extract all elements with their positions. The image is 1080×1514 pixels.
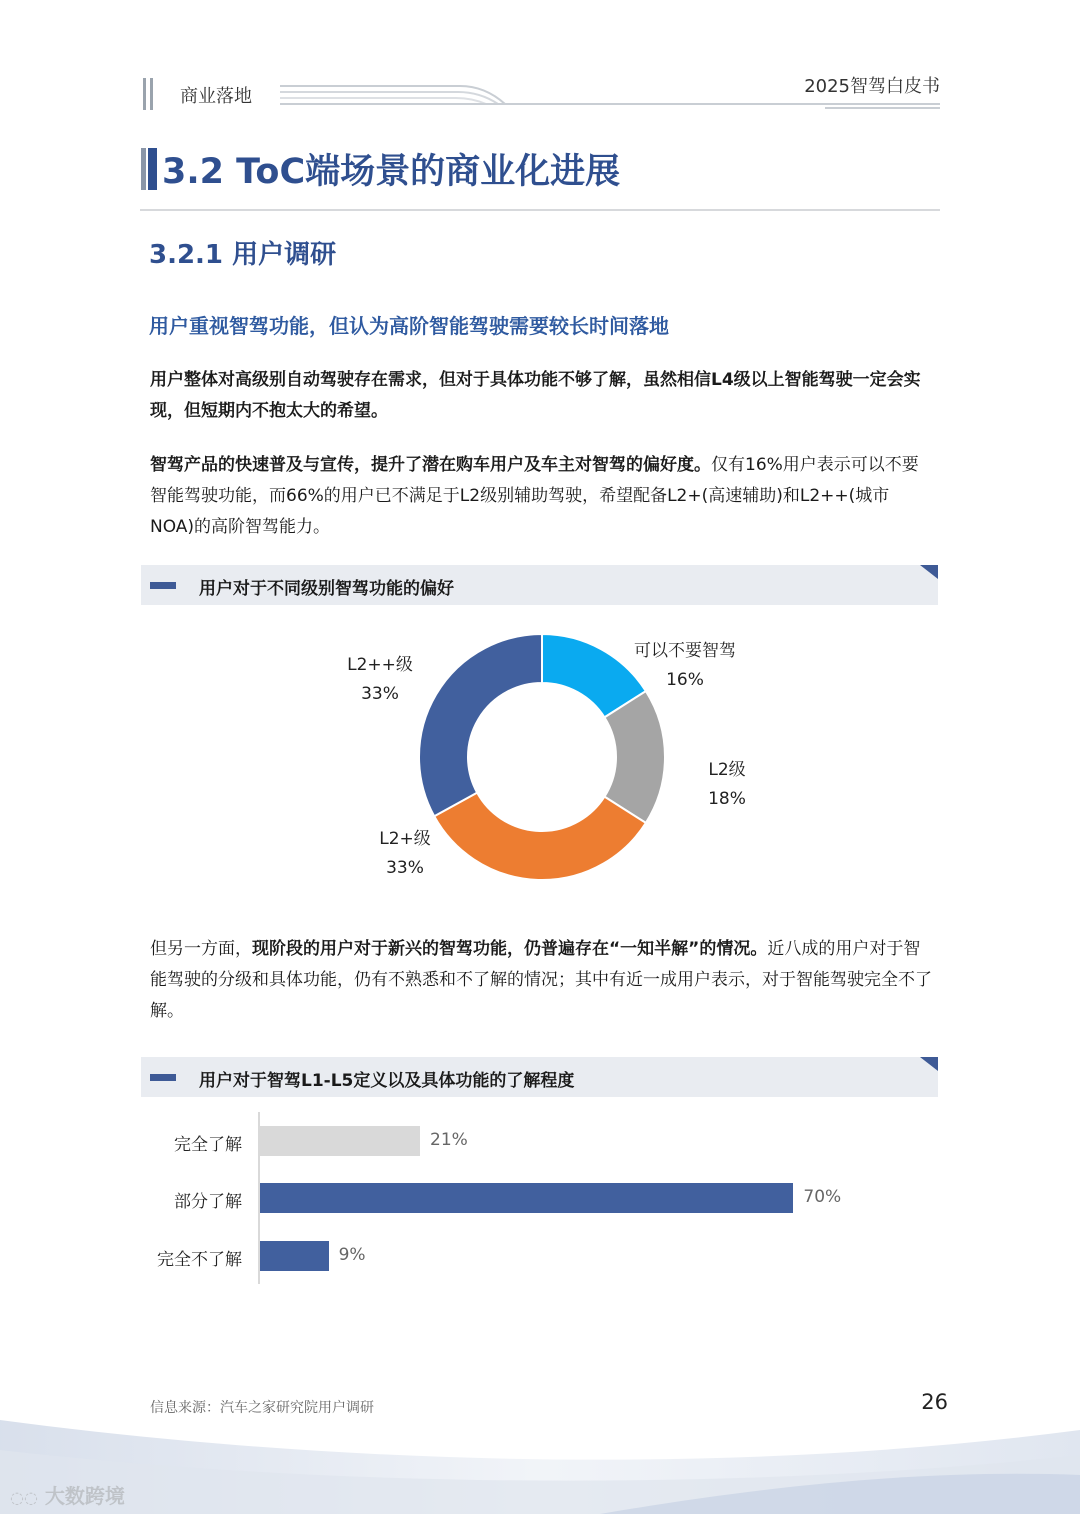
header-double-bar-icon xyxy=(143,78,155,110)
donut-label-l2 xyxy=(657,756,797,814)
donut-label-l2plus xyxy=(335,825,475,883)
donut-label-no-adas-name: 可以不要智驾 xyxy=(634,641,736,661)
heading-divider xyxy=(140,209,940,211)
banner-corner-icon xyxy=(920,1057,938,1071)
paragraph-awareness xyxy=(150,934,932,1027)
section-heading: 3.2 ToC端场景的商业化进展 xyxy=(162,152,621,192)
heading-accent-bar-icon xyxy=(141,148,157,190)
banner-corner-icon xyxy=(920,565,938,579)
donut-label-no-adas-value: 16% xyxy=(666,670,704,690)
watermark-icon: ◌◌ xyxy=(10,1488,38,1507)
donut-label-no-adas xyxy=(615,637,755,695)
banner-dash-icon xyxy=(150,1074,176,1081)
figure-1-banner xyxy=(141,565,938,605)
banner-dash-icon xyxy=(150,582,176,589)
topic-heading: 用户重视智驾功能，但认为高阶智能驾驶需要较长时间落地 xyxy=(149,314,669,338)
footer-wave-decoration xyxy=(0,1420,1080,1514)
figure-2-title: 用户对于智驾L1-L5定义以及具体功能的了解程度 xyxy=(199,1071,575,1091)
subsection-heading: 3.2.1 用户调研 xyxy=(149,240,337,270)
donut-label-l2plusplus-value: 33% xyxy=(361,684,399,704)
header-section-label: 商业落地 xyxy=(180,86,252,107)
donut-label-l2-value: 18% xyxy=(708,789,746,809)
donut-label-l2plus-value: 33% xyxy=(386,858,424,878)
bar-fully-understand xyxy=(260,1126,420,1156)
watermark-logo xyxy=(10,1480,125,1509)
donut-label-l2-name: L2级 xyxy=(708,760,746,780)
bar-value-no-understanding: 9% xyxy=(338,1245,366,1265)
footer-source: 信息来源：汽车之家研究院用户调研 xyxy=(150,1400,374,1416)
header-document-title: 2025智驾白皮书 xyxy=(804,76,940,97)
bar-category-no-understanding: 完全不了解 xyxy=(157,1250,242,1270)
bar-partially-understand xyxy=(260,1183,793,1213)
figure-2-banner xyxy=(141,1057,938,1097)
watermark-text: 大数跨境 xyxy=(44,1484,125,1508)
paragraph-awareness-rest: 近八成的用户对于智能驾驶的分级和具体功能，仍有不熟悉和不了解的情况；其中有近一成用户表示，对于智能驾驶完全不了解。 xyxy=(150,939,932,1021)
paragraph-preference-rest: 仅有16%用户表示可以不要智能驾驶功能，而66%的用户已不满足于L2级别辅助驾驶，希望配备L2+(高速辅助)和L2++(城市NOA)的高阶智驾能力。 xyxy=(150,455,919,537)
bar-value-fully-understand: 21% xyxy=(430,1130,468,1150)
paragraph-awareness-bold: 现阶段的用户对于新兴的智驾功能，仍普遍存在“一知半解”的情况。 xyxy=(252,939,768,959)
donut-label-l2plusplus xyxy=(310,651,450,709)
paragraph-summary: 用户整体对高级别自动驾驶存在需求，但对于具体功能不够了解，虽然相信L4级以上智能驾驶一定会实现，但短期内不抱太大的希望。 xyxy=(150,370,921,421)
bar-category-fully-understand: 完全了解 xyxy=(174,1135,242,1155)
bar-no-understanding xyxy=(260,1241,329,1271)
page-number: 26 xyxy=(921,1390,948,1414)
paragraph-preference xyxy=(150,450,932,543)
donut-label-l2plusplus-name: L2++级 xyxy=(347,655,413,675)
bar-value-partially-understand: 70% xyxy=(803,1187,842,1207)
donut-label-l2plus-name: L2+级 xyxy=(379,829,431,849)
figure-1-title: 用户对于不同级别智驾功能的偏好 xyxy=(199,579,454,599)
paragraph-preference-bold: 智驾产品的快速普及与宣传，提升了潜在购车用户及车主对智驾的偏好度。 xyxy=(150,455,711,475)
bar-category-partially-understand: 部分了解 xyxy=(174,1192,242,1212)
paragraph-awareness-intro: 但另一方面， xyxy=(150,939,252,959)
